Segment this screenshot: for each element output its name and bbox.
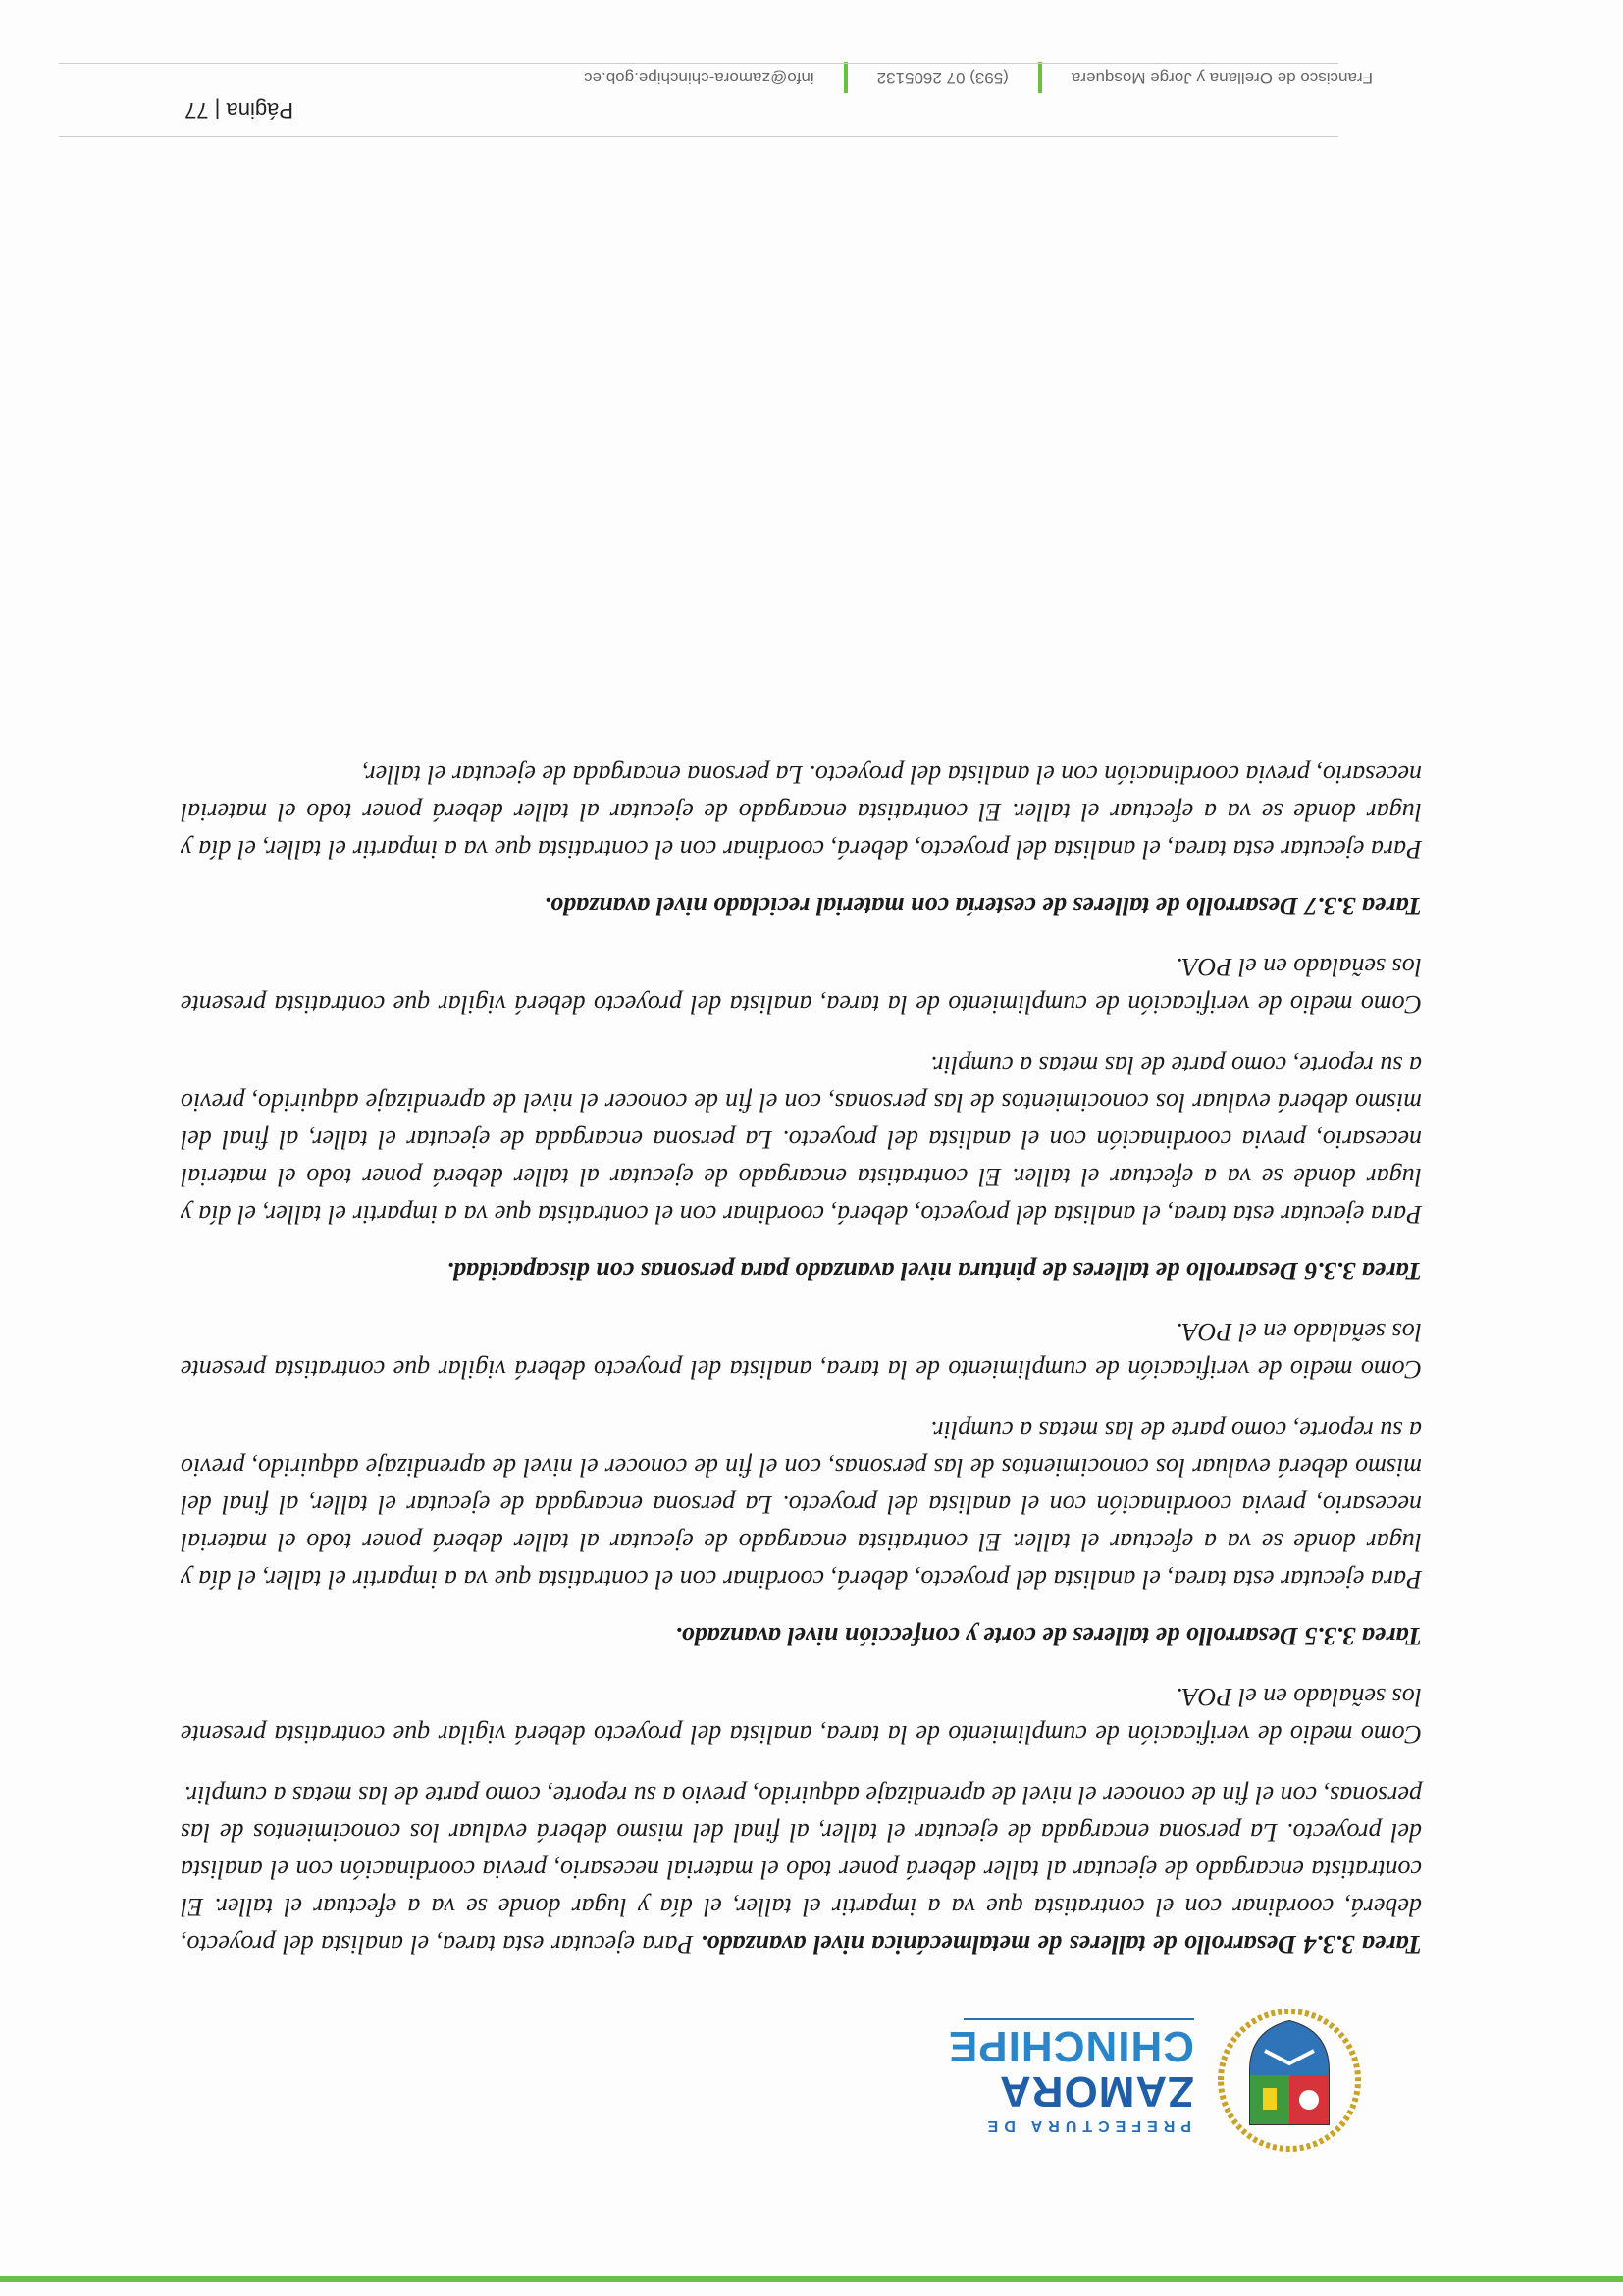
prefectura-logo: [947, 2007, 1363, 2154]
task-title: Tarea 3.3.7 Desarrollo de talleres de cestería con material reciclado nivel avanzado.: [544, 892, 1422, 920]
task-body: Para ejecutar esta tarea, el analista del proyecto, deberá, coordinar con el contratista que va a impartir el taller, el día y lugar donde se va a efectuar el taller. El contratista encargado de ejecutar al taller deberá poner todo el material necesario, previa coordinación con el analista del proyecto. La persona encargada de ejecutar el taller, al final del mismo deberá evaluar los conocimientos de las personas, con el fin de conocer el nivel de aprendizaje adquirido, previo a su reporte, como parte de las metas a cumplir.: [181, 1051, 1422, 1228]
brand-underline: [964, 2018, 1194, 2020]
document-body: [181, 732, 1422, 1962]
task-body: Para ejecutar esta tarea, el analista del proyecto, deberá, coordinar con el contratista que va a impartir el taller, el día y lugar donde se va a efectuar el taller. El contratista encargado de ejecutar al taller deberá poner todo el material necesario, previa coordinación con el analista del proyecto. La persona encargada de ejecutar el taller, al final del mismo deberá evaluar los conocimientos de las personas, con el fin de conocer el nivel de aprendizaje adquirido, previo a su reporte, como parte de las metas a cumplir.: [181, 1781, 1422, 1958]
footer-phone: (593) 07 2605132: [876, 69, 1009, 87]
task-title: Tarea 3.3.4 Desarrollo de talleres de metalmecánica nivel avanzado.: [700, 1930, 1422, 1958]
footer-separator: [844, 62, 848, 93]
footer-contact: [156, 62, 1373, 93]
task-body: Para ejecutar esta tarea, el analista del proyecto, deberá, coordinar con el contratista que va a impartir el taller, el día y lugar donde se va a efectuar el taller. El contratista encargado de ejecutar al taller deberá poner todo el material necesario, previa coordinación con el analista del proyecto. La persona encargada de ejecutar el taller, al final del mismo deberá evaluar los conocimientos de las personas, con el fin de conocer el nivel de aprendizaje adquirido, previo a su reporte, como parte de las metas a cumplir.: [181, 1416, 1422, 1593]
task-title: Tarea 3.3.6 Desarrollo de talleres de pintura nivel avanzado para personas con discapacidad.: [446, 1257, 1422, 1285]
footer-email: info@zamora-chinchipe.gob.ec: [584, 69, 814, 87]
verification-paragraph: Como medio de verificación de cumplimiento de la tarea, analista del proyecto deberá vigilar que contratista presente los señalado en el POA.: [181, 1318, 1422, 1383]
brand-name-line1: ZAMORA: [998, 2067, 1194, 2115]
task-paragraph: [181, 1776, 1422, 1962]
provincial-coat-of-arms-icon: [1216, 2007, 1363, 2154]
task-title: Tarea 3.3.5 Desarrollo de talleres de corte y confección nivel avanzado.: [675, 1622, 1422, 1650]
footer-divider: [59, 136, 1338, 137]
verification-paragraph: Como medio de verificación de cumplimiento de la tarea, analista del proyecto deberá vigilar que contratista presente los señalado en el POA.: [181, 1683, 1422, 1748]
footer-bottom-divider: [59, 63, 1338, 64]
brand-name-line2: CHINCHIPE: [947, 2022, 1194, 2070]
task-body: Para ejecutar esta tarea, el analista del proyecto, deberá, coordinar con el contratista que va a impartir el taller, el día y lugar donde se va a efectuar el taller. El contratista encargado de ejecutar al taller deberá poner todo el material necesario, previa coordinación con el analista del proyecto. La persona encargada de ejecutar el taller,: [181, 760, 1422, 863]
verification-paragraph: Como medio de verificación de cumplimiento de la tarea, analista del proyecto deberá vigilar que contratista presente los señalado en el POA.: [181, 953, 1422, 1018]
page-number: Página | 77: [184, 98, 293, 123]
header-accent-rule: [0, 2276, 1623, 2282]
brand-prefix: PREFECTURA DE: [981, 2117, 1191, 2134]
footer-address: Francisco de Orellana y Jorge Mosquera: [1071, 69, 1373, 87]
footer-separator: [1038, 62, 1042, 93]
